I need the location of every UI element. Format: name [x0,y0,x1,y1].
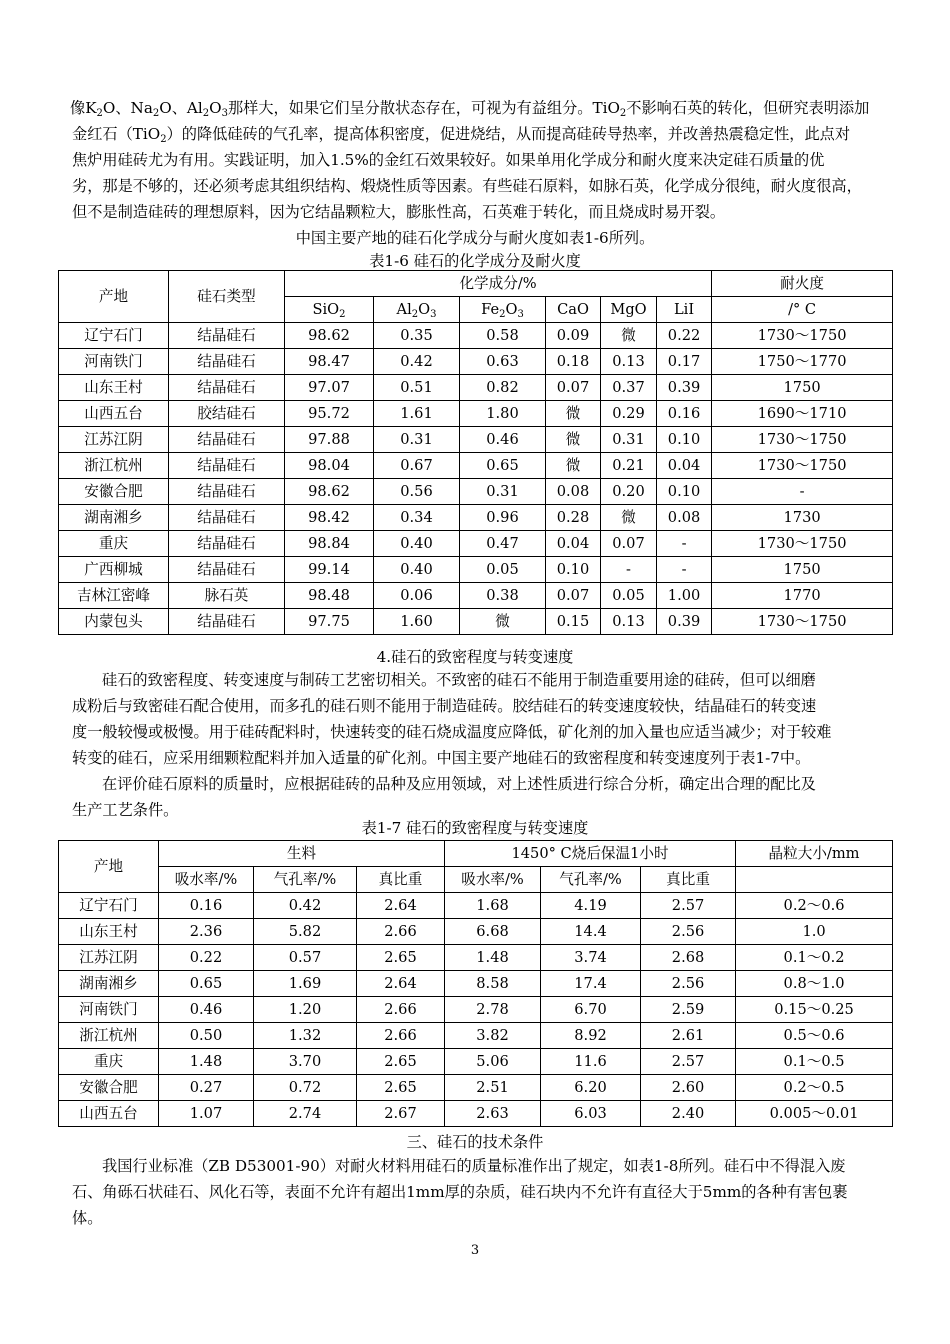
table-cell: 0.18 [546,349,601,375]
table-cell: 0.13 [601,609,657,635]
table-row [59,323,893,349]
header-raw: 生料 [159,841,445,867]
table-cell: 2.66 [357,997,445,1023]
table-cell: 微 [546,427,601,453]
table-cell: 0.08 [546,479,601,505]
row-place-cell: 广西柳城 [59,557,169,583]
table-cell: 2.63 [445,1101,541,1127]
table-cell: 0.58 [460,323,546,349]
header-raw-absorption: 吸水率/% [159,867,254,893]
table-cell: 结晶硅石 [169,531,285,557]
header-chemical: 化学成分/% [285,271,712,297]
table-row [59,1049,893,1075]
table-cell: 1750～1770 [712,349,893,375]
table-cell: 14.4 [541,919,641,945]
table-cell: 97.88 [285,427,374,453]
table-cell: 结晶硅石 [169,323,285,349]
header-place: 产地 [59,841,159,893]
table-cell: 2.51 [445,1075,541,1101]
table-cell: 2.74 [254,1101,357,1127]
table-cell: 1750 [712,557,893,583]
table-cell: 结晶硅石 [169,427,285,453]
intro-line-4: 劣，那是不够的，还必须考虑其组织结构、煅烧性质等因素。有些硅石原料，如脉石英，化学成分很纯，耐火度很高， [72,177,862,195]
table-cell: 0.31 [601,427,657,453]
table-cell: 结晶硅石 [169,505,285,531]
section3-line3: 体。 [72,1209,103,1227]
section4-p1-line3: 度一般较慢或极慢。用于硅砖配料时，快速转变的硅石烧成温度应降低，矿化剂的加入量也应适当减少；对于较难 [72,723,832,741]
table-cell: 0.72 [254,1075,357,1101]
header-grain-size: 晶粒大小/mm [736,841,893,867]
table-cell: 0.1～0.5 [736,1049,893,1075]
table-cell: 3.74 [541,945,641,971]
table-cell: 0.13 [601,349,657,375]
row-place-cell: 内蒙包头 [59,609,169,635]
table-cell: 0.50 [159,1023,254,1049]
table-cell: 0.40 [374,557,460,583]
table-cell: 0.16 [657,401,712,427]
table-cell: 0.34 [374,505,460,531]
table-cell: 微 [601,323,657,349]
table-cell: 0.15 [546,609,601,635]
table-cell: 1730～1750 [712,427,893,453]
table-cell: 5.82 [254,919,357,945]
table-cell: 0.39 [657,375,712,401]
table-cell: 2.57 [641,893,736,919]
table-cell: 0.08 [657,505,712,531]
table-cell: 2.57 [641,1049,736,1075]
header-type: 硅石类型 [169,271,285,323]
table-cell: 0.22 [159,945,254,971]
table-row [59,1101,893,1127]
row-place-cell: 辽宁石门 [59,893,159,919]
table-cell: 0.56 [374,479,460,505]
header-raw-specific-gravity: 真比重 [357,867,445,893]
table-cell: 98.62 [285,479,374,505]
table-cell: 98.62 [285,323,374,349]
table-cell: 0.20 [601,479,657,505]
table-cell: 0.65 [159,971,254,997]
table-cell: 0.2～0.6 [736,893,893,919]
table-cell: 3.82 [445,1023,541,1049]
table-cell: 98.42 [285,505,374,531]
intro-line-3: 焦炉用硅砖尤为有用。实践证明，加入1.5%的金红石效果较好。如果单用化学成分和耐火度来决定硅石质量的优 [72,151,825,169]
section3-heading: 三、硅石的技术条件 [406,1133,544,1151]
table-cell: 0.46 [159,997,254,1023]
table-cell: 5.06 [445,1049,541,1075]
table-cell: 11.6 [541,1049,641,1075]
table-cell: - [601,557,657,583]
table-cell: 0.96 [460,505,546,531]
table-cell: 2.65 [357,1049,445,1075]
intro-line-6: 中国主要产地的硅石化学成分与耐火度如表1-6所列。 [295,229,655,247]
header-fired-specific-gravity: 真比重 [641,867,736,893]
intro-line-2: 金红石（TiO$_2$）的降低硅砖的气孔率，提高体积密度，促进烧结，从而提高硅砖导热率，并改善热震稳定性，此点对 [72,125,851,145]
table-cell: 1.0 [736,919,893,945]
table-row [59,427,893,453]
table-cell: 0.17 [657,349,712,375]
table-cell: 0.8～1.0 [736,971,893,997]
table-row [59,531,893,557]
table-cell: 2.59 [641,997,736,1023]
table-cell: 1.32 [254,1023,357,1049]
table-cell: 2.67 [357,1101,445,1127]
table-cell: 0.47 [460,531,546,557]
table-cell: 0.07 [546,375,601,401]
table-cell: 6.68 [445,919,541,945]
table-cell: 0.15～0.25 [736,997,893,1023]
table-cell: 0.65 [460,453,546,479]
table-cell: 2.56 [641,919,736,945]
table16-title: 表1-6 硅石的化学成分及耐火度 [369,252,581,270]
table-cell: 2.66 [357,1023,445,1049]
table-1-6 [58,270,893,635]
table-cell: 0.39 [657,609,712,635]
row-place-cell: 浙江杭州 [59,1023,159,1049]
table-cell: 0.10 [657,427,712,453]
table-cell: 1730～1750 [712,609,893,635]
table-cell: 0.46 [460,427,546,453]
table-cell: 0.27 [159,1075,254,1101]
header-refractoriness: 耐火度 [712,271,893,297]
table-cell: 0.10 [546,557,601,583]
table-cell: 0.07 [601,531,657,557]
table-row [59,401,893,427]
header-fired-absorption: 吸水率/% [445,867,541,893]
row-place-cell: 辽宁石门 [59,323,169,349]
table-cell: 2.40 [641,1101,736,1127]
header-fired: 1450° C烧后保温1小时 [445,841,736,867]
section4-p1-line4: 转变的硅石，应采用细颗粒配料并加入适量的矿化剂。中国主要产地硅石的致密程度和转变速度列于表1-7中。 [72,749,811,767]
table-row [59,945,893,971]
table-row [59,893,893,919]
table-cell: 0.42 [254,893,357,919]
table-cell: 97.75 [285,609,374,635]
table-row [59,349,893,375]
table-cell: 1.48 [159,1049,254,1075]
header-al2o3: $Al_2O_3$ [374,297,460,323]
table-cell: 97.07 [285,375,374,401]
section4-p2-line2: 生产工艺条件。 [72,801,179,819]
table-cell: 0.63 [460,349,546,375]
table-cell: 1730 [712,505,893,531]
table-cell: 2.78 [445,997,541,1023]
row-place-cell: 湖南湘乡 [59,971,159,997]
table-cell: 2.64 [357,971,445,997]
row-place-cell: 重庆 [59,1049,159,1075]
table-cell: 17.4 [541,971,641,997]
table-cell: 6.03 [541,1101,641,1127]
table-cell: 1.07 [159,1101,254,1127]
table-cell: 结晶硅石 [169,557,285,583]
table-cell: 1690～1710 [712,401,893,427]
intro-line-5: 但不是制造硅砖的理想原料，因为它结晶颗粒大，膨胀性高，石英难于转化，而且烧成时易开裂。 [72,203,726,221]
table-cell: 微 [460,609,546,635]
table-cell: 0.16 [159,893,254,919]
header-lii: LiI [657,297,712,323]
table-cell: 0.1～0.2 [736,945,893,971]
table-cell: 1.60 [374,609,460,635]
table-cell: 0.005～0.01 [736,1101,893,1127]
table-cell: 0.51 [374,375,460,401]
table-cell: 1.20 [254,997,357,1023]
table-cell: 0.67 [374,453,460,479]
row-place-cell: 山东王村 [59,375,169,401]
header-raw-porosity: 气孔率/% [254,867,357,893]
table-cell: 98.48 [285,583,374,609]
table-cell: 2.66 [357,919,445,945]
table-cell: 0.04 [657,453,712,479]
table-row [59,479,893,505]
section4-p1-line2: 成粉后与致密硅石配合使用，而多孔的硅石则不能用于制造硅砖。胶结硅石的转变速度较快，结晶硅石的转变速 [72,697,817,715]
table-row [59,1075,893,1101]
table-row [59,583,893,609]
row-place-cell: 山西五台 [59,1101,159,1127]
header-mgo: MgO [601,297,657,323]
table-cell: 2.65 [357,945,445,971]
table-row [59,997,893,1023]
table-cell: 99.14 [285,557,374,583]
table-cell: 3.70 [254,1049,357,1075]
table-cell: 微 [546,453,601,479]
table-cell: 1730～1750 [712,531,893,557]
table-cell: 6.20 [541,1075,641,1101]
table-row [59,557,893,583]
section4-p2-line1: 在评价硅石原料的质量时，应根据硅砖的品种及应用领域，对上述性质进行综合分析，确定出合理的配比及 [102,775,816,793]
section4-heading: 4.硅石的致密程度与转变速度 [376,648,574,666]
table-cell: 0.07 [546,583,601,609]
table-cell: 0.05 [601,583,657,609]
table-row [59,971,893,997]
table-cell: 0.37 [601,375,657,401]
row-place-cell: 江苏江阴 [59,945,159,971]
section4-p1-line1: 硅石的致密程度、转变速度与制砖工艺密切相关。不致密的硅石不能用于制造重要用途的硅砖，但可以细磨 [102,671,816,689]
intro-line-1: 像$K_2O$、$Na_2O$、$Al_2O_3$那样大，如果它们呈分散状态存在，可视为有益组分。TiO$_2$不影响石英的转化，但研究表明添加 [70,99,870,119]
row-place-cell: 河南铁门 [59,997,159,1023]
row-place-cell: 安徽合肥 [59,479,169,505]
row-place-cell: 安徽合肥 [59,1075,159,1101]
table-cell: 2.56 [641,971,736,997]
header-refractoriness-unit: /° C [712,297,893,323]
table-cell: 0.35 [374,323,460,349]
table-cell: 4.19 [541,893,641,919]
table-cell: 0.04 [546,531,601,557]
section3-line2: 石、角砾石状硅石、风化石等，表面不允许有超出1mm厚的杂质，硅石块内不允许有直径大于5mm的各种有害包裹 [72,1183,848,1201]
table-cell: 0.09 [546,323,601,349]
table-cell: 1730～1750 [712,453,893,479]
table-1-7 [58,840,893,1127]
table-cell: 0.10 [657,479,712,505]
table-cell: 2.36 [159,919,254,945]
row-place-cell: 江苏江阴 [59,427,169,453]
header-grain-blank [736,867,893,893]
table-cell: 0.21 [601,453,657,479]
table17-title: 表1-7 硅石的致密程度与转变速度 [361,819,589,837]
table-cell: 95.72 [285,401,374,427]
table-cell: 1.80 [460,401,546,427]
table-cell: 2.65 [357,1075,445,1101]
table-cell: 0.22 [657,323,712,349]
table-cell: 脉石英 [169,583,285,609]
header-place: 产地 [59,271,169,323]
table-cell: 2.61 [641,1023,736,1049]
row-place-cell: 吉林江密峰 [59,583,169,609]
table-cell: 0.31 [374,427,460,453]
table-cell: 胶结硅石 [169,401,285,427]
table-cell: 0.2～0.5 [736,1075,893,1101]
table-cell: 微 [601,505,657,531]
row-place-cell: 浙江杭州 [59,453,169,479]
table-cell: - [657,557,712,583]
table-cell: 0.40 [374,531,460,557]
table-row [59,919,893,945]
table-cell: 6.70 [541,997,641,1023]
table-cell: 0.06 [374,583,460,609]
table-cell: 0.57 [254,945,357,971]
table-cell: 1.48 [445,945,541,971]
table-cell: 1.68 [445,893,541,919]
table-cell: 98.47 [285,349,374,375]
row-place-cell: 山西五台 [59,401,169,427]
table-row [59,1023,893,1049]
table-cell: 98.84 [285,531,374,557]
table-cell: 结晶硅石 [169,609,285,635]
table-cell: 结晶硅石 [169,349,285,375]
table-cell: 微 [546,401,601,427]
table-cell: 结晶硅石 [169,375,285,401]
table-cell: 1.00 [657,583,712,609]
table-cell: - [657,531,712,557]
table-cell: 0.5～0.6 [736,1023,893,1049]
table-cell: 1730～1750 [712,323,893,349]
table-cell: 0.05 [460,557,546,583]
table-row [59,505,893,531]
table-cell: 0.29 [601,401,657,427]
table-cell: 2.60 [641,1075,736,1101]
table-cell: 结晶硅石 [169,453,285,479]
row-place-cell: 河南铁门 [59,349,169,375]
table-row [59,375,893,401]
table-cell: 1.61 [374,401,460,427]
page-number: 3 [470,1243,480,1258]
table-cell: - [712,479,893,505]
table-cell: 8.92 [541,1023,641,1049]
table-cell: 1750 [712,375,893,401]
table-cell: 1.69 [254,971,357,997]
row-place-cell: 重庆 [59,531,169,557]
table-cell: 0.28 [546,505,601,531]
table-cell: 结晶硅石 [169,479,285,505]
header-fired-porosity: 气孔率/% [541,867,641,893]
row-place-cell: 山东王村 [59,919,159,945]
section3-line1: 我国行业标准（ZB D53001-90）对耐火材料用硅石的质量标准作出了规定，如表1-8所列。硅石中不得混入废 [102,1157,846,1175]
table-cell: 2.68 [641,945,736,971]
header-cao: CaO [546,297,601,323]
table-cell: 0.31 [460,479,546,505]
table-cell: 8.58 [445,971,541,997]
table-cell: 0.82 [460,375,546,401]
header-fe2o3: $Fe_2O_3$ [460,297,546,323]
table-cell: 0.38 [460,583,546,609]
table-cell: 1770 [712,583,893,609]
table-cell: 2.64 [357,893,445,919]
header-sio2: SiO$_2$ [285,297,374,323]
table-cell: 0.42 [374,349,460,375]
table-row [59,453,893,479]
row-place-cell: 湖南湘乡 [59,505,169,531]
table-cell: 98.04 [285,453,374,479]
table-row [59,609,893,635]
